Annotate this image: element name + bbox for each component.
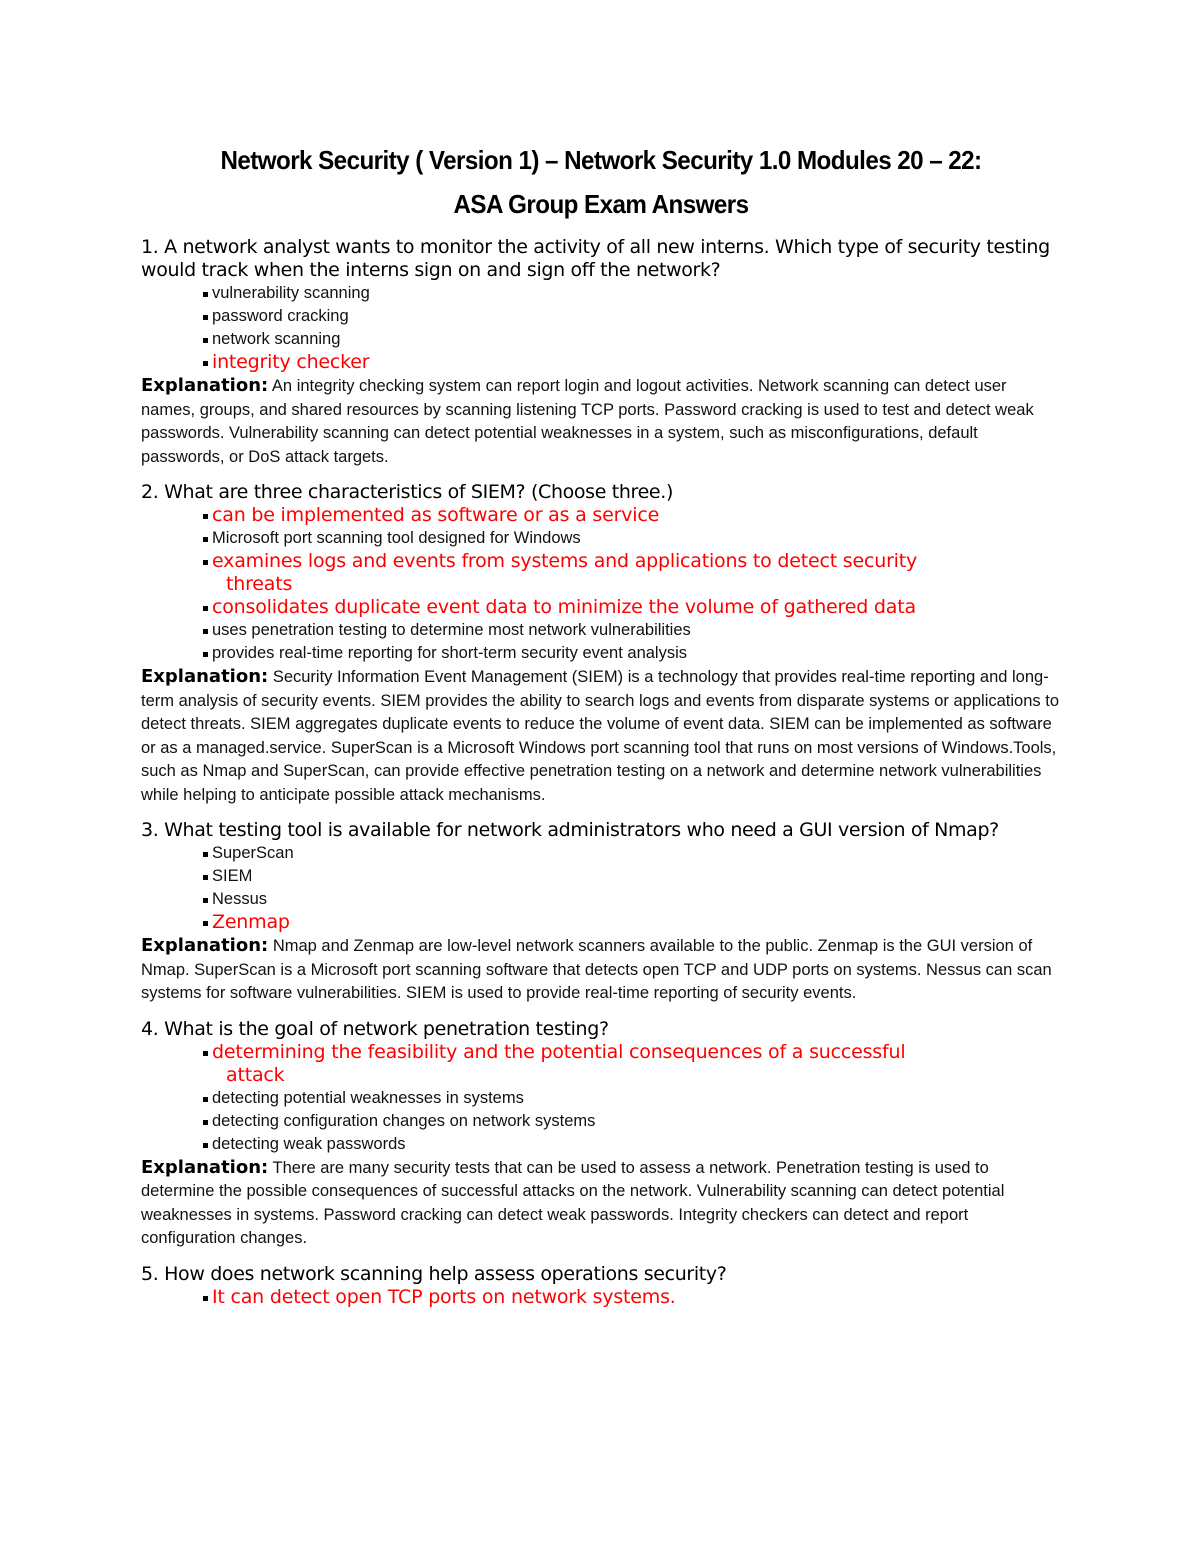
correct-answer-option: consolidates duplicate event data to minimize the volume of gathered data [201,596,1061,619]
square-bullet-icon [203,315,208,320]
explanation [141,1156,1061,1251]
document-page [141,138,1061,1309]
question-text: 4. What is the goal of network penetration testing? [141,1017,609,1040]
explanation-label: Explanation: [141,935,269,956]
square-bullet-icon [203,629,208,634]
answer-option: uses penetration testing to determine most network vulnerabilities [201,619,1061,642]
explanation-text: There are many security tests that can be used to assess a network. Penetration testing is used to determine the possible consequences of successful attacks on the network. Vulnerability scanning can detect potential weaknesses in systems. Password cracking can detect weak passwords. Integrity checkers can detect and report configuration changes. [141,1158,1005,1247]
square-bullet-icon [203,537,208,542]
question-1 [141,236,1061,469]
square-bullet-icon [203,560,208,565]
answer-options [141,1286,1061,1309]
square-bullet-icon [203,921,208,926]
answer-option: Nessus [201,888,1061,911]
explanation-label: Explanation: [141,375,269,396]
answer-options [141,282,1061,374]
square-bullet-icon [203,898,208,903]
question-4 [141,1018,1061,1251]
question-2 [141,481,1061,807]
answer-options [141,504,1061,665]
correct-answer-option: It can detect open TCP ports on network systems. [201,1286,1061,1309]
square-bullet-icon [203,514,208,519]
answer-options [141,1041,1061,1156]
square-bullet-icon [203,1120,208,1125]
question-text: 2. What are three characteristics of SIEM? (Choose three.) [141,481,674,503]
answer-option: detecting weak passwords [201,1133,1061,1156]
explanation [141,665,1061,807]
square-bullet-icon [203,292,208,297]
square-bullet-icon [203,1051,208,1056]
explanation-label: Explanation: [141,1156,269,1178]
answer-option: SuperScan [201,842,1061,865]
square-bullet-icon [203,338,208,343]
explanation-label: Explanation: [141,666,269,687]
square-bullet-icon [203,1296,208,1301]
answer-option: vulnerability scanning [201,282,1061,305]
question-text: 5. How does network scanning help assess operations security? [141,1262,727,1285]
square-bullet-icon [203,852,208,857]
question-5 [141,1263,1061,1309]
answer-options [141,842,1061,934]
square-bullet-icon [203,1097,208,1102]
question-text: 1. A network analyst wants to monitor the activity of all new interns. Which type of security testing would track when the interns sign on and sign off the network? [141,236,1050,281]
answer-option: network scanning [201,328,1061,351]
explanation-text: An integrity checking system can report login and logout activities. Network scanning can detect user names, groups, and shared resources by scanning listening TCP ports. Password cracking is used to test and detect weak passwords. Vulnerability scanning can detect potential weaknesses in a system, such as misconfigurations, default passwords, or DoS attack targets. [141,377,1034,466]
correct-answer-option: examines logs and events from systems and applications to detect security threats [201,550,1061,596]
title-line-1: Network Security ( Version 1) – Network Security 1.0 Modules 20 – 22: [220,145,982,175]
answer-option: password cracking [201,305,1061,328]
document-title [173,138,1029,226]
explanation [141,374,1061,469]
answer-option: provides real-time reporting for short-term security event analysis [201,642,1061,665]
answer-option: detecting configuration changes on network systems [201,1110,1061,1133]
square-bullet-icon [203,652,208,657]
answer-option: Microsoft port scanning tool designed for Windows [201,527,1061,550]
explanation [141,934,1061,1006]
square-bullet-icon [203,361,208,366]
square-bullet-icon [203,875,208,880]
title-line-2: ASA Group Exam Answers [453,189,749,219]
correct-answer-option: can be implemented as software or as a service [201,504,1061,527]
explanation-text: Security Information Event Management (SIEM) is a technology that provides real-time reporting and long-term analysis of security events. SIEM provides the ability to search logs and events from disparate systems or applications to detect threats. SIEM aggregates duplicate events to reduce the volume of event data. SIEM can be implemented as software or as a managed.service. SuperScan is a Microsoft Windows port scanning tool that runs on most versions of Windows.Tools, such as Nmap and SuperScan, can provide effective penetration testing on a network and determine network vulnerabilities while helping to anticipate possible attack mechanisms. [141,668,1059,804]
square-bullet-icon [203,606,208,611]
square-bullet-icon [203,1143,208,1148]
explanation-text: Nmap and Zenmap are low-level network scanners available to the public. Zenmap is the GUI version of Nmap. SuperScan is a Microsoft port scanning software that detects open TCP and UDP ports on systems. Nessus can scan systems for software vulnerabilities. SIEM is used to provide real-time reporting of security events. [141,937,1052,1002]
correct-answer-option: determining the feasibility and the potential consequences of a successful attack [201,1041,1061,1087]
question-3 [141,819,1061,1006]
correct-answer-option: Zenmap [201,911,1061,934]
correct-answer-option: integrity checker [201,351,1061,374]
answer-option: detecting potential weaknesses in systems [201,1087,1061,1110]
question-text: 3. What testing tool is available for network administrators who need a GUI version of Nmap? [141,819,999,841]
answer-option: SIEM [201,865,1061,888]
